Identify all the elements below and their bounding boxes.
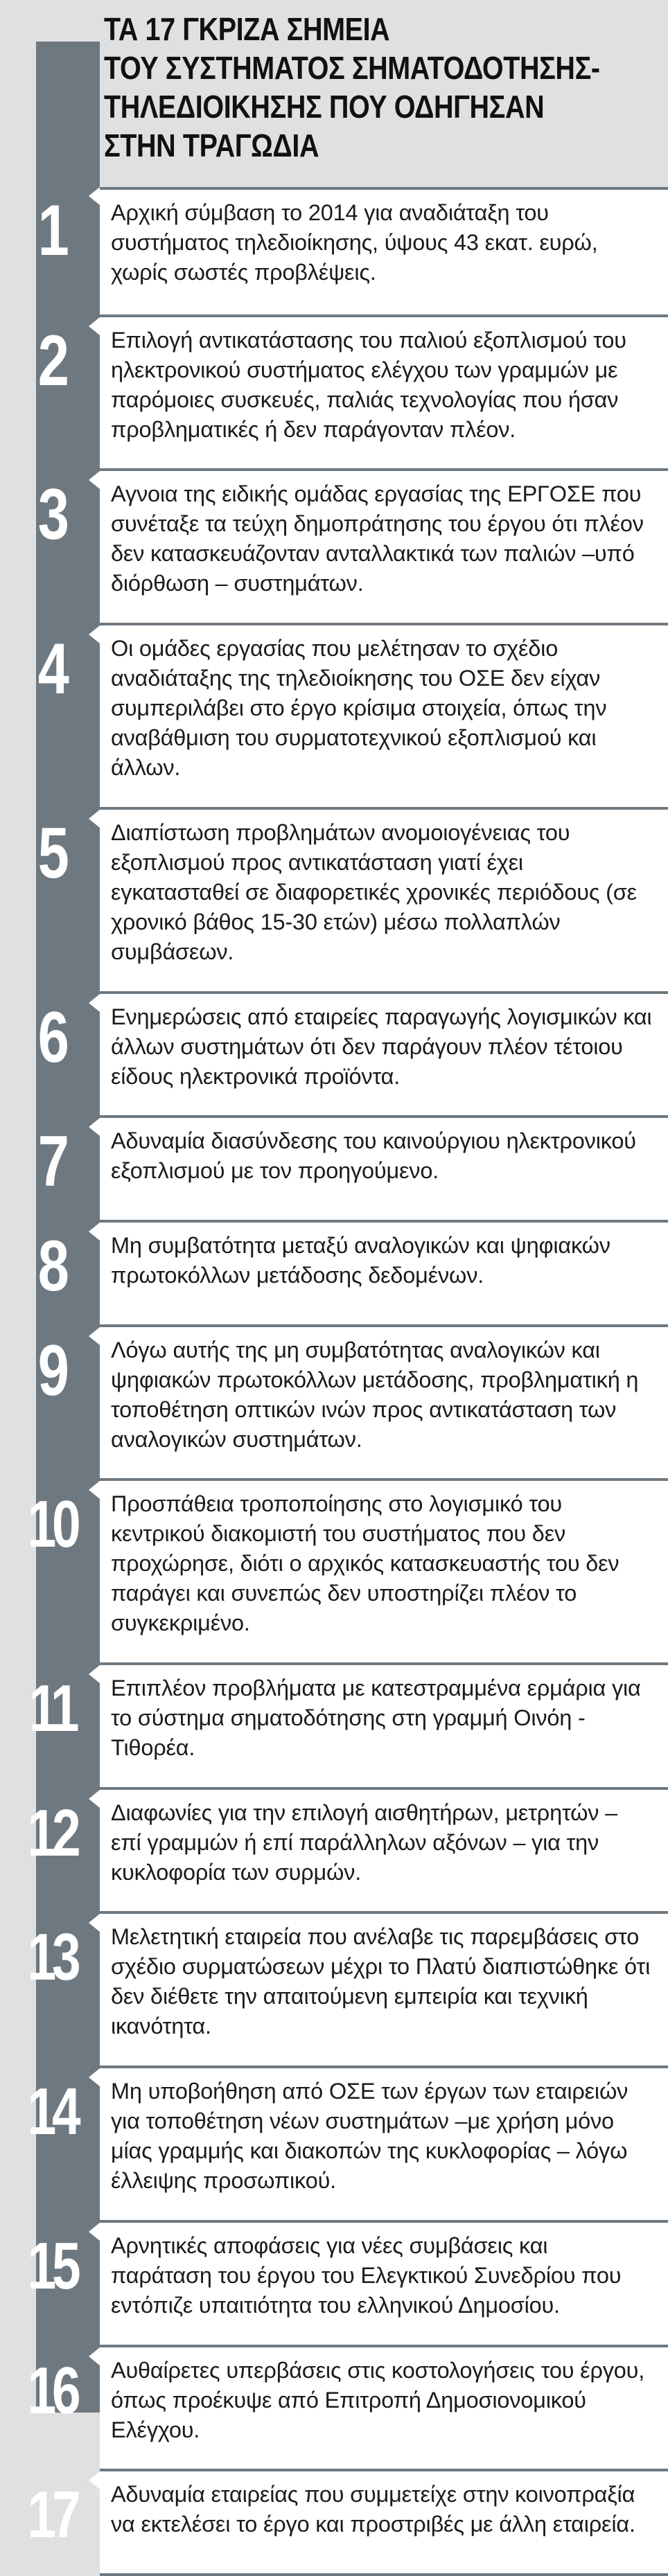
list-item: [0, 187, 668, 317]
pointer-notch: [89, 2223, 100, 2241]
pointer-notch: [89, 1327, 100, 1345]
item-number: 17: [27, 2478, 77, 2552]
item-text-box: [100, 317, 668, 472]
pointer-notch: [89, 2471, 100, 2489]
item-text: Μη υποβοήθηση από ΟΣΕ των έργων των εταιρειών για τοποθέτηση νέων συστημάτων –με χρήση μόνο μίας γραμμής και διακοπών της κυκλοφορίας – λόγω έλλειψης προσωπικού.: [111, 2079, 629, 2194]
item-number: 2: [37, 320, 67, 401]
item-number-column: [0, 2223, 104, 2347]
item-number: 4: [37, 629, 67, 710]
item-number-column: [0, 1118, 104, 1223]
item-text-box: [100, 994, 668, 1119]
item-number: 10: [27, 1487, 77, 1562]
item-text-box: [100, 187, 668, 317]
item-number: 6: [37, 997, 67, 1078]
pointer-notch: [89, 471, 100, 489]
item-text: Διαπίστωση προβλημάτων ανομοιογένειας του εξοπλισμού προς αντικατάσταση γιατί έχει εγκατασταθεί σε διαφορετικές χρονικές περιόδους (σε χρονικό βάθος 15-30 ετών) μέσω πολλαπλών συμβάσεων.: [111, 819, 637, 964]
pointer-notch: [89, 1914, 100, 1932]
item-number: 16: [27, 2353, 77, 2428]
list-item: [0, 1665, 668, 1790]
pointer-notch: [89, 1481, 100, 1499]
item-number: 11: [28, 1671, 76, 1746]
item-text-box: [100, 1118, 668, 1223]
list-item: [0, 994, 668, 1119]
item-text: Αρνητικές αποφάσεις για νέες συμβάσεις και παράταση του έργου του Ελεγκτικού Συνεδρίου που εντόπιζε υπαιτιότητα του ελληνικού Δημοσίου.: [111, 2232, 622, 2318]
item-text: Αρχική σύμβαση το 2014 για αναδιάταξη του συστήματος τηλεδιοίκησης, ύψους 43 εκατ. ευρώ, χωρίς σωστές προβλέψεις.: [111, 200, 598, 285]
list-item: [0, 2471, 668, 2576]
item-number-column: [0, 1914, 104, 2068]
item-text-box: [100, 1481, 668, 1665]
item-number-column: [0, 1665, 104, 1790]
item-text-box: [100, 471, 668, 625]
item-number-column: [0, 1223, 104, 1327]
item-text: Προσπάθεια τροποποίησης στο λογισμικό του κεντρικού διακομιστή του συστήματος που δεν προχώρησε, διότι ο αρχικός κατασκευαστής του δεν παράγει και συνεπώς δεν υποστηρίζει πλέον το συγκεκριμένο.: [111, 1491, 619, 1636]
item-text-box: [100, 2347, 668, 2472]
item-text-box: [100, 1914, 668, 2068]
item-number: 7: [37, 1121, 67, 1202]
list-item: [0, 317, 668, 472]
item-text: Μελετητική εταιρεία που ανέλαβε τις παρεμβάσεις στο σχέδιο συρματώσεων μέχρι το Πλατύ διαπιστώθηκε ότι δεν διέθετε την απαιτούμενη εμπειρία και τεχνική ικανότητα.: [111, 1924, 651, 2039]
item-number: 9: [37, 1330, 67, 1411]
list-item: [0, 2223, 668, 2347]
pointer-notch: [89, 187, 100, 205]
infographic-title: [104, 10, 652, 165]
pointer-notch: [89, 1790, 100, 1808]
pointer-notch: [89, 1223, 100, 1241]
list-item: [0, 2068, 668, 2223]
infographic-header: [104, 10, 651, 165]
title-line-4: ΣΤΗΝ ΤΡΑΓΩΔΙΑ: [104, 127, 319, 163]
item-text: Μη συμβατότητα μεταξύ αναλογικών και ψηφιακών πρωτοκόλλων μετάδοσης δεδομένων.: [111, 1232, 610, 1288]
list-item: [0, 1481, 668, 1665]
item-text-box: [100, 1665, 668, 1790]
item-number-column: [0, 810, 104, 994]
pointer-notch: [89, 317, 100, 335]
item-number: 14: [27, 2075, 77, 2149]
list-item: [0, 471, 668, 625]
pointer-notch: [89, 1118, 100, 1136]
item-number-column: [0, 2347, 104, 2472]
list-item: [0, 625, 668, 810]
pointer-notch: [89, 2068, 100, 2086]
pointer-notch: [89, 810, 100, 828]
item-number: 13: [27, 1920, 77, 1995]
item-number-column: [0, 2068, 104, 2223]
item-text: Αγνοια της ειδικής ομάδας εργασίας της ΕΡΓΟΣΕ που συνέταξε τα τεύχη δημοπράτησης του έργου ότι πλέον δεν κατασκευάζονταν ανταλλακτικά των παλιών –υπό διόρθωση – συστημάτων.: [111, 481, 644, 596]
item-number-column: [0, 2471, 104, 2576]
item-number-column: [0, 994, 104, 1119]
item-number-column: [0, 1327, 104, 1482]
item-text: Επιπλέον προβλήματα με κατεστραμμένα ερμάρια για το σύστημα σηματοδότησης στη γραμμή Οινόη - Τιθορέα.: [111, 1676, 641, 1761]
item-text: Αδυναμία εταιρείας που συμμετείχε στην κοινοπραξία να εκτελέσει το έργο και προστριβές με άλλη εταιρεία.: [111, 2482, 635, 2537]
grey-points-list: [0, 187, 668, 2576]
pointer-notch: [89, 994, 100, 1012]
item-number: 1: [37, 190, 67, 271]
list-item: [0, 1118, 668, 1223]
item-text: Οι ομάδες εργασίας που μελέτησαν το σχέδιο αναδιάταξης της τηλεδιοίκησης του ΟΣΕ δεν είχαν συμπεριλάβει στο έργο κρίσιμα στοιχεία, όπως την αναβάθμιση του συρματοτεχνικού εξοπλισμού και άλλων.: [111, 636, 607, 781]
list-item: [0, 1223, 668, 1327]
item-text-box: [100, 1223, 668, 1327]
pointer-notch: [89, 1665, 100, 1683]
list-item: [0, 2347, 668, 2472]
pointer-notch: [89, 625, 100, 643]
item-text-box: [100, 1327, 668, 1482]
item-number: 3: [37, 474, 67, 556]
item-number: 8: [37, 1225, 67, 1306]
item-number-column: [0, 471, 104, 625]
item-number: 15: [27, 2228, 77, 2303]
item-text-box: [100, 810, 668, 994]
list-item: [0, 1914, 668, 2068]
item-number-column: [0, 1790, 104, 1915]
item-text: Επιλογή αντικατάστασης του παλιού εξοπλισμού του ηλεκτρονικού συστήματος ελέγχου των γραμμών με παρόμοιες συσκευές, παλιάς τεχνολογίας που ήσαν προβληματικές ή δεν παράγονταν πλέον.: [111, 327, 626, 442]
item-number: 12: [27, 1795, 77, 1870]
item-text-box: [100, 1790, 668, 1915]
title-line-1: ΤΑ 17 ΓΚΡΙΖΑ ΣΗΜΕΙΑ: [104, 11, 390, 47]
item-text: Λόγω αυτής της μη συμβατότητας αναλογικών και ψηφιακών πρωτοκόλλων μετάδοσης, προβληματική η τοποθέτηση οπτικών ινών προς αντικατάσταση των αναλογικών συστημάτων.: [111, 1337, 639, 1452]
item-text: Αδυναμία διασύνδεσης του καινούργιου ηλεκτρονικού εξοπλισμού με τον προηγούμενο.: [111, 1128, 636, 1184]
item-number: 5: [37, 812, 67, 894]
item-text-box: [100, 2068, 668, 2223]
item-text: Ενημερώσεις από εταιρείες παραγωγής λογισμικών και άλλων συστημάτων ότι δεν παράγουν πλέον τέτοιου είδους ηλεκτρονικά προϊόντα.: [111, 1004, 652, 1089]
item-number-column: [0, 317, 104, 472]
item-text-box: [100, 625, 668, 810]
item-text: Διαφωνίες για την επιλογή αισθητήρων, μετρητών – επί γραμμών ή επί παράλληλων αξόνων – για την κυκλοφορία των συρμών.: [111, 1800, 618, 1885]
item-text-box: [100, 2471, 668, 2576]
item-number-column: [0, 1481, 104, 1665]
item-text: Αυθαίρετες υπερβάσεις στις κοστολογήσεις του έργου, όπως προέκυψε από Επιτροπή Δημοσιονομικού Ελέγχου.: [111, 2357, 645, 2442]
item-number-column: [0, 625, 104, 810]
title-line-3: ΤΗΛΕΔΙΟΙΚΗΣΗΣ ΠΟΥ ΟΔΗΓΗΣΑΝ: [104, 89, 545, 125]
item-number-column: [0, 187, 104, 317]
pointer-notch: [89, 2347, 100, 2365]
list-item: [0, 810, 668, 994]
list-item: [0, 1327, 668, 1482]
item-text-box: [100, 2223, 668, 2347]
title-line-2: ΤΟΥ ΣΥΣΤΗΜΑΤΟΣ ΣΗΜΑΤΟΔΟΤΗΣΗΣ-: [104, 50, 600, 86]
list-item: [0, 1790, 668, 1915]
